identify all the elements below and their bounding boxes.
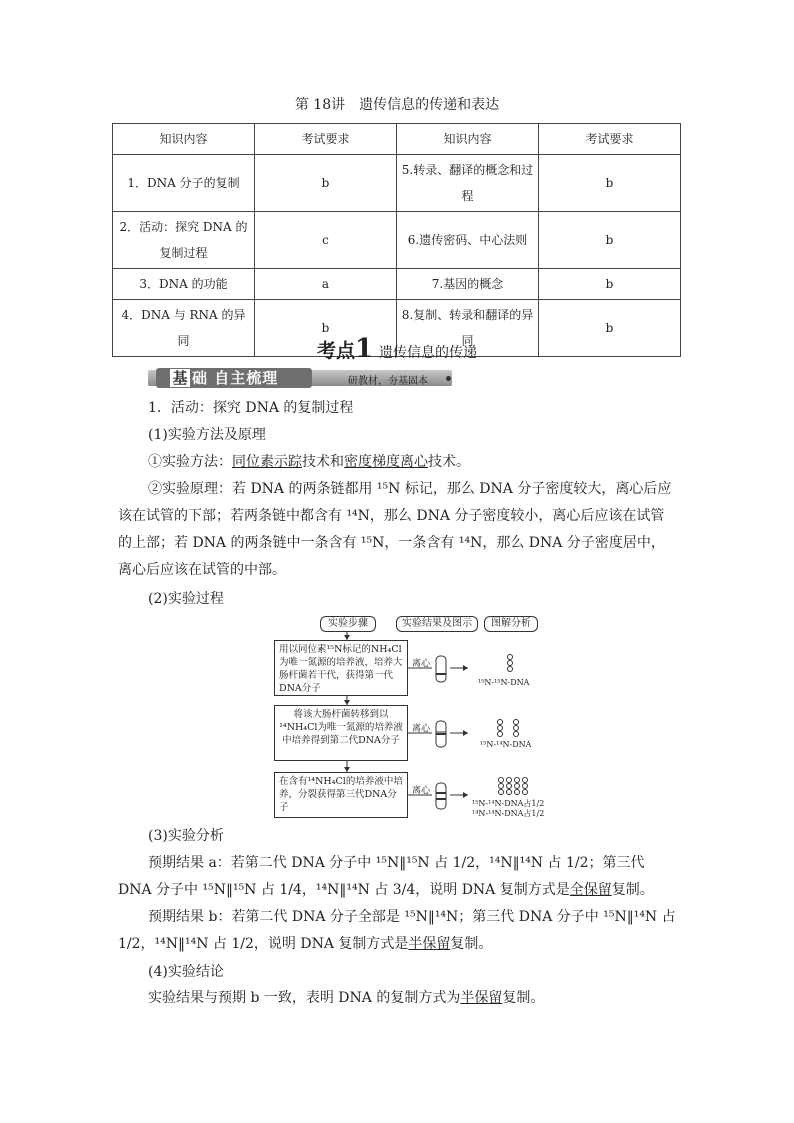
answer-blank: 同位素示踪	[232, 454, 302, 470]
table-cell: 4．DNA 与 RNA 的异同	[113, 300, 255, 357]
subheading: (1)实验方法及原理	[148, 427, 266, 443]
header-cell: 知识内容	[113, 124, 255, 155]
header-cell: 知识内容	[397, 124, 539, 155]
table-cell: b	[539, 269, 681, 300]
result-a-paragraph: 预期结果 a：若第二代 DNA 分子中 ¹⁵N‖¹⁵N 占 1/2，¹⁴N‖¹⁴N 占 1/2；第三代 DNA 分子中 ¹⁵N‖¹⁵N 占 1/4，¹⁴N‖¹⁴N 占 3/4，说明 DNA 复制方式是全保留复制。	[118, 855, 654, 898]
subheading: 1．活动：探究 DNA 的复制过程	[148, 400, 354, 416]
diagram-step: 将该大肠杆菌转移到以¹⁴NH₄Cl为唯一氮源的培养液中培养得到第二代DNA分子	[274, 705, 408, 761]
table-header-row	[113, 124, 681, 155]
bullet-dot-icon	[446, 376, 451, 381]
table-row	[113, 212, 681, 269]
centrifuge-label: 离心	[412, 724, 431, 734]
result-label: ¹⁵N-¹⁴N-DNA	[480, 740, 532, 749]
diagram-header: 实验步骤	[320, 616, 376, 632]
section-heading	[0, 334, 794, 364]
requirements-table	[112, 123, 681, 357]
table-cell: b	[539, 155, 681, 212]
result-label: ¹⁴N-¹⁴N-DNA占1/2	[472, 809, 545, 818]
answer-blank: 半保留	[460, 990, 503, 1006]
result-label: ¹⁵N-¹⁴N-DNA占1/2	[472, 799, 545, 808]
header-cell: 考试要求	[539, 124, 681, 155]
subheading: (4)实验结论	[148, 964, 224, 980]
answer-blank: 半保留	[408, 936, 451, 952]
kaodian-label: 考点	[316, 340, 355, 362]
centrifuge-label: 离心	[412, 786, 431, 796]
table-cell: 8.复制、转录和翻译的异同	[397, 300, 539, 357]
table-cell: b	[255, 300, 397, 357]
experiment-diagram	[268, 612, 558, 822]
table-row	[113, 155, 681, 212]
diagram-step: 用以同位素¹⁵N标记的NH₄Cl为唯一氮源的培养液，培养大肠杆菌若干代，获得第一代DNA分子	[274, 640, 408, 696]
diagram-header: 图解分析	[484, 616, 538, 632]
kaodian-title: 遗传信息的传递	[379, 345, 478, 361]
table-row	[113, 269, 681, 300]
centrifuge-label: 离心	[412, 659, 431, 669]
table-cell: 6.遗传密码、中心法则	[397, 212, 539, 269]
result-label: ¹⁵N-¹⁵N-DNA	[478, 678, 530, 687]
header-cell: 考试要求	[255, 124, 397, 155]
table-cell: 1．DNA 分子的复制	[113, 155, 255, 212]
answer-blank: 密度梯度离心	[344, 454, 428, 470]
table-cell: 2．活动：探究 DNA 的复制过程	[113, 212, 255, 269]
section-banner	[148, 368, 464, 388]
conclusion-paragraph: 实验结果与预期 b 一致，表明 DNA 的复制方式为半保留复制。	[148, 990, 545, 1006]
principle-paragraph: ②实验原理：若 DNA 的两条链都用 ¹⁵N 标记，那么 DNA 分子密度较大，离心后应该在试管的下部；若两条链中都含有 ¹⁴N，那么 DNA 分子密度较小，离心后应该在试管的上部；若 DNA 的两条链中一条含有 ¹⁵N，一条含有 ¹⁴N，那么 DNA 分子密度居中，离心后应该在试管的中部。	[118, 481, 672, 578]
table-cell: a	[255, 269, 397, 300]
banner-title: 础 自主梳理	[192, 369, 279, 387]
diagram-step: 在含有¹⁴NH₄Cl的培养液中培养，分裂获得第三代DNA分子	[274, 772, 408, 818]
table-cell: 3．DNA 的功能	[113, 269, 255, 300]
banner-box-char: 基	[170, 369, 190, 387]
table-cell: b	[255, 155, 397, 212]
table-cell: 5.转录、翻译的概念和过程	[397, 155, 539, 212]
table-cell: c	[255, 212, 397, 269]
answer-blank: 全保留	[569, 882, 612, 898]
banner-subtitle: 研教材，夯基固本	[348, 376, 428, 387]
result-b-paragraph: 预期结果 b：若第二代 DNA 分子全部是 ¹⁵N‖¹⁴N；第三代 DNA 分子中 ¹⁵N‖¹⁴N 占 1/2，¹⁴N‖¹⁴N 占 1/2，说明 DNA 复制方式是半保留复制。	[118, 909, 676, 952]
kaodian-number: 1	[354, 334, 374, 364]
method-line: ①实验方法：同位素示踪技术和密度梯度离心技术。	[148, 454, 470, 470]
subheading: (3)实验分析	[148, 828, 224, 844]
subheading: (2)实验过程	[148, 591, 224, 607]
table-cell: b	[539, 212, 681, 269]
diagram-header: 实验结果及图示	[396, 616, 478, 632]
table-cell: 7.基因的概念	[397, 269, 539, 300]
table-cell: b	[539, 300, 681, 357]
page-title: 第 18讲 遗传信息的传递和表达	[294, 97, 500, 113]
